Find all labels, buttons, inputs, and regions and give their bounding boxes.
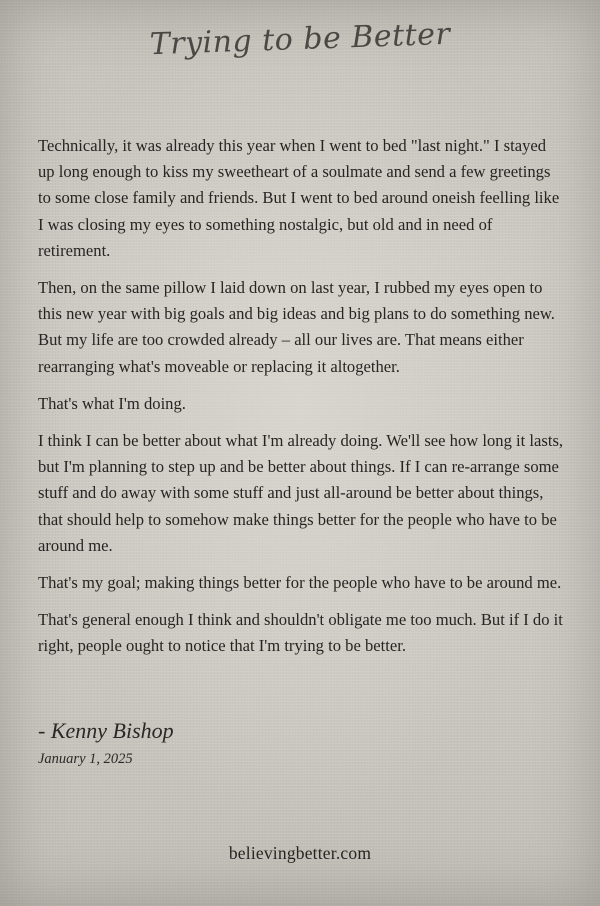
- paragraph: Technically, it was already this year when I went to bed "last night." I stayed up long enough to kiss my sweetheart of a soulmate and send a few greetings to some close family and friends. But I went to bed around oneish feelling like I was closing my eyes to something nostalgic, but old and in need of retirement.: [38, 136, 560, 260]
- article-body: [38, 133, 566, 671]
- site-url: believingbetter.com: [228, 843, 372, 863]
- paragraph: Then, on the same pillow I laid down on last year, I rubbed my eyes open to this new year with big goals and big ideas and big plans to do something new. But my life are too crowded already – all our lives are. That means either rearranging what's moveable or replacing it altogether.: [38, 278, 555, 376]
- paragraph: That's general enough I think and shouldn't obligate me too much. But if I do it right, people ought to notice that I'm trying to be better.: [38, 610, 563, 656]
- post-date: January 1, 2025: [38, 751, 133, 767]
- paragraph: That's my goal; making things better for the people who have to be around me.: [38, 573, 562, 593]
- author-signature: - Kenny Bishop: [38, 718, 174, 743]
- page-title: Trying to be Better: [149, 16, 451, 63]
- paragraph: That's what I'm doing.: [38, 393, 186, 413]
- paragraph: I think I can be better about what I'm already doing. We'll see how long it lasts, but I'm planning to step up and be better about things. If I can re-arrange some stuff and do away with some stuff and just all-around be better about things, that should help to somehow make things better for the people who have to be around me.: [38, 431, 564, 555]
